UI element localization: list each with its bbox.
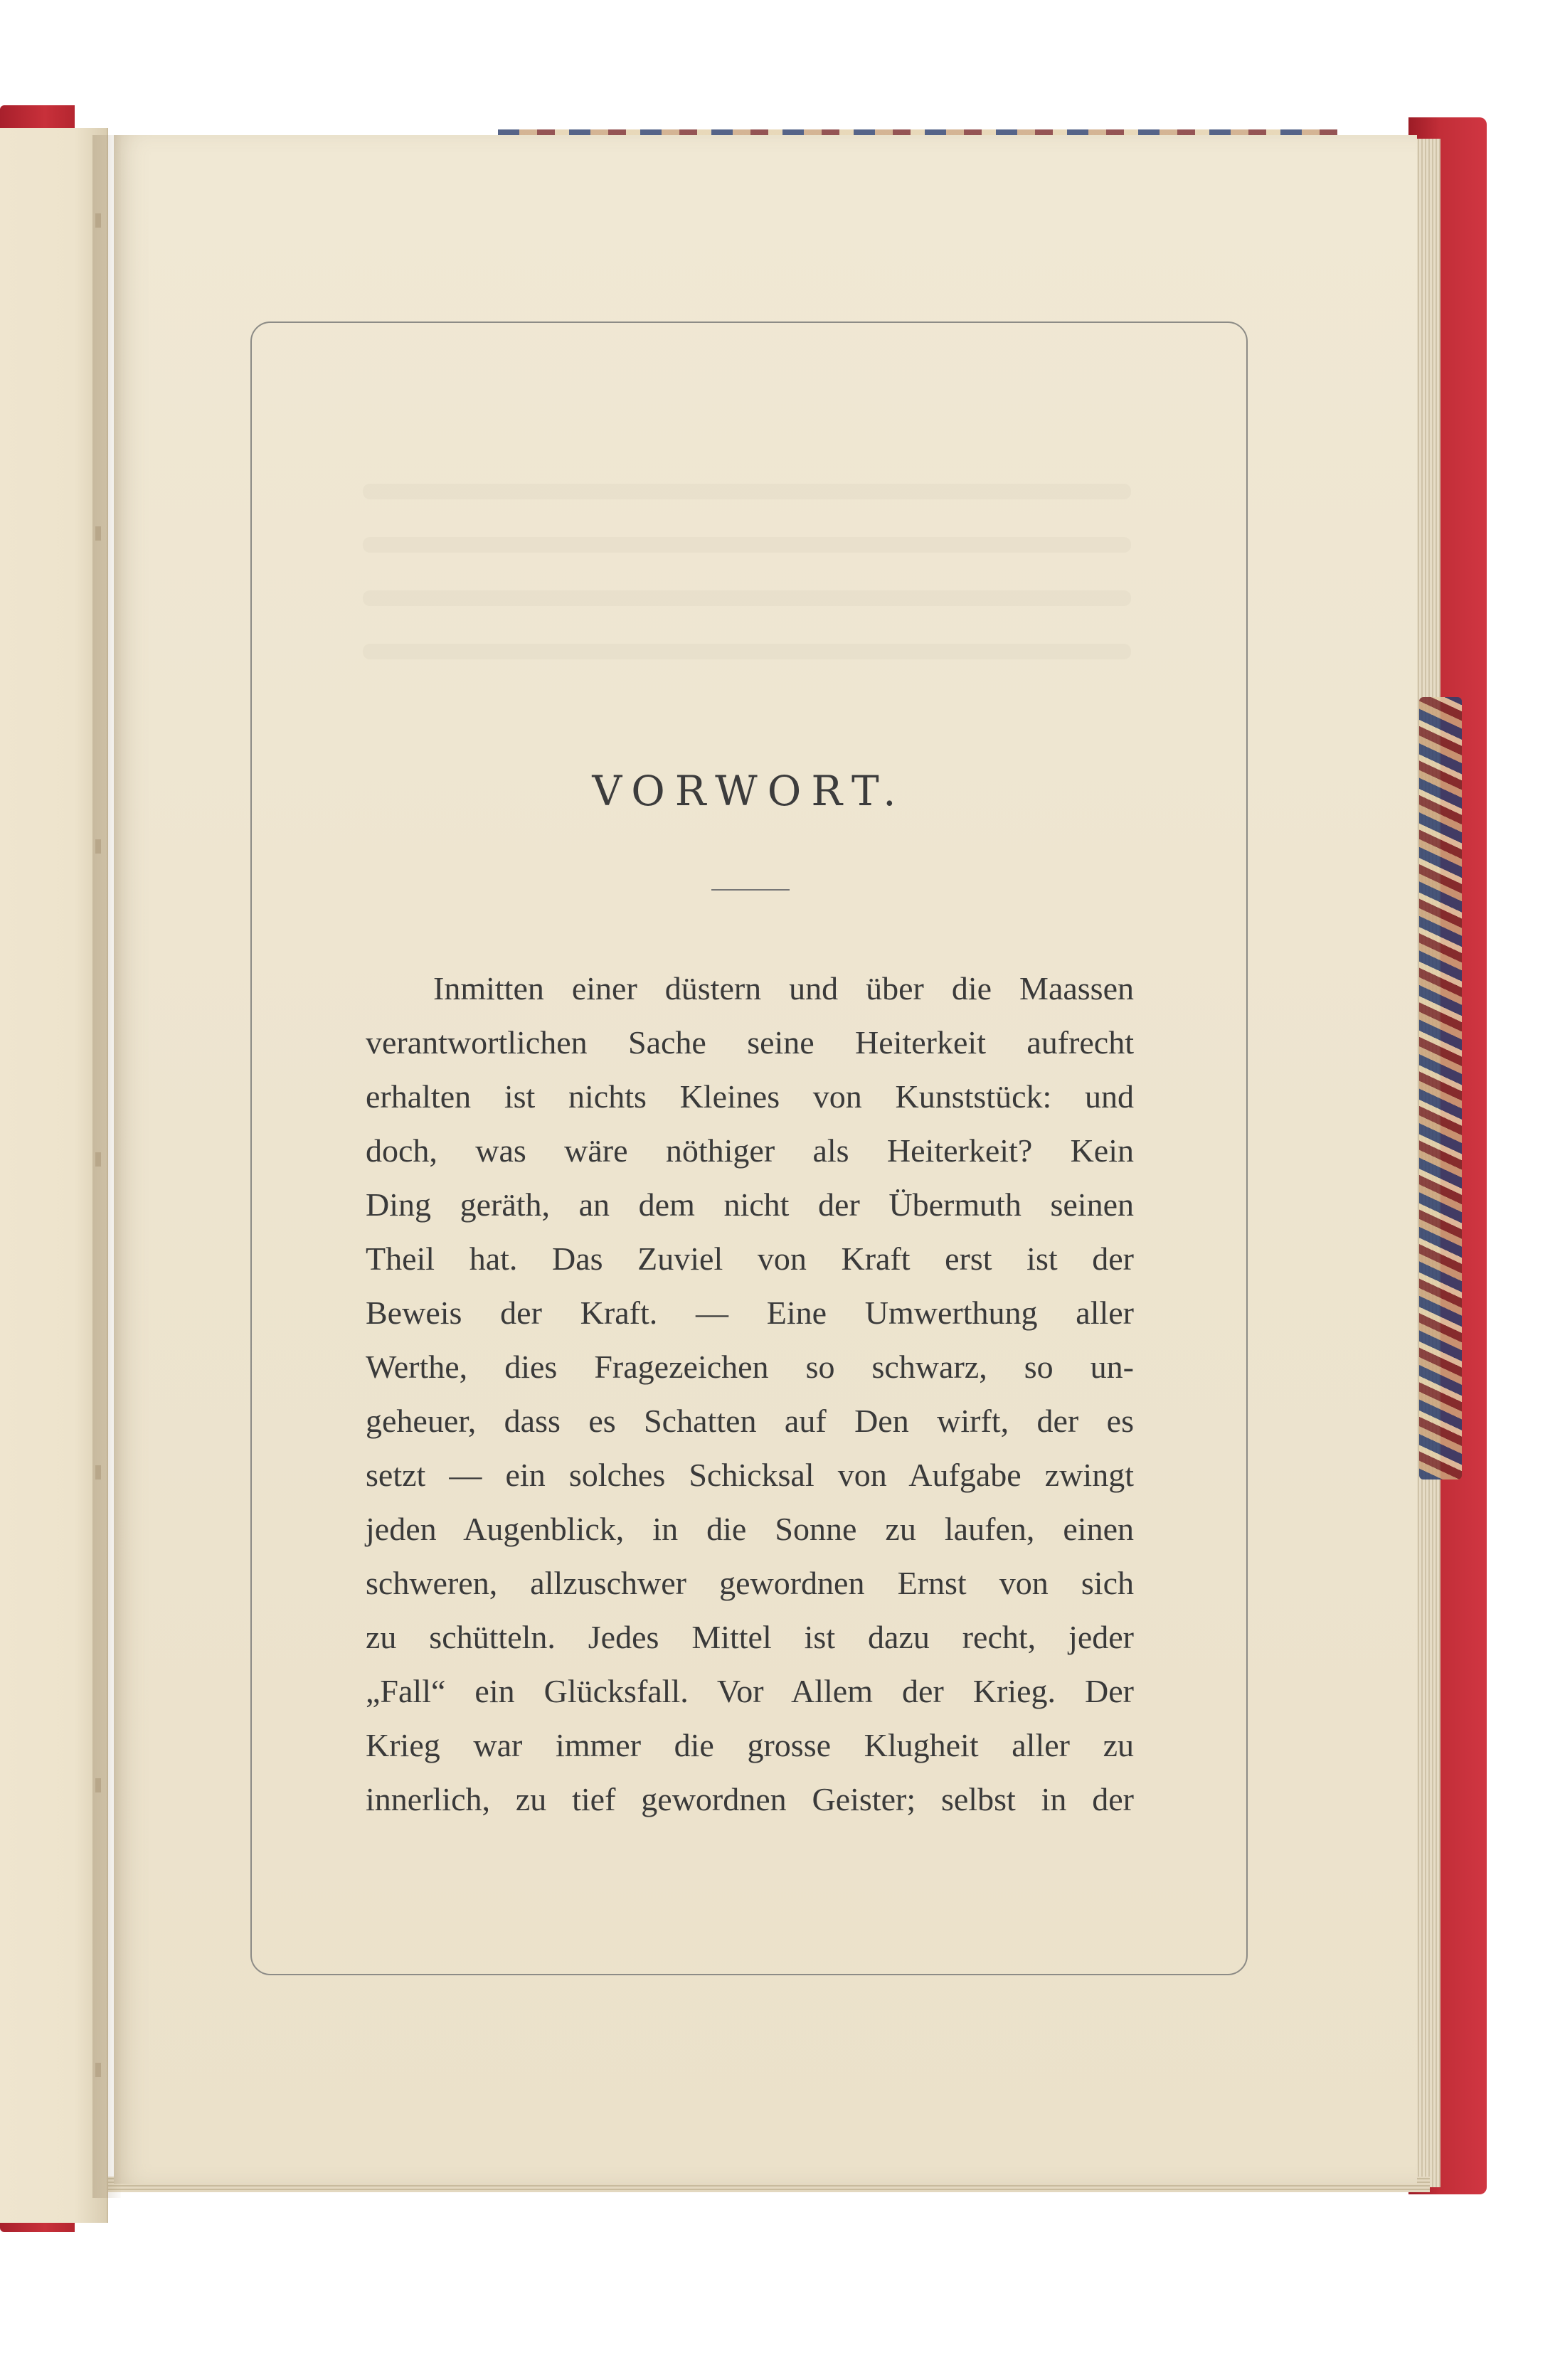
- text-line: verantwortlichen Sache seine Heiterkeit aufrecht: [366, 1024, 1134, 1061]
- text-line: Krieg war immer die grosse Klugheit aller zu: [366, 1727, 1134, 1763]
- binding-stitch: [95, 213, 101, 228]
- text-line: Ding geräth, an dem nicht der Übermuth seinen: [366, 1186, 1134, 1223]
- heading-rule: [711, 889, 790, 891]
- text-line: Beweis der Kraft. — Eine Umwerthung aller: [366, 1295, 1134, 1331]
- text-line: Werthe, dies Fragezeichen so schwarz, so un-: [366, 1349, 1134, 1385]
- text-line: erhalten ist nichts Kleines von Kunststück: und: [366, 1078, 1134, 1115]
- text-line: Theil hat. Das Zuviel von Kraft erst ist der: [366, 1241, 1134, 1277]
- body-text: [366, 962, 1134, 1827]
- text-line: doch, was wäre nöthiger als Heiterkeit? Kein: [366, 1132, 1134, 1169]
- binding-stitch: [95, 1152, 101, 1167]
- text-line: Inmitten einer düstern und über die Maassen: [433, 970, 1134, 1006]
- text-line: schweren, allzuschwer gewordnen Ernst von sich: [366, 1565, 1134, 1601]
- binding-stitch: [95, 2063, 101, 2077]
- book-gutter: [92, 135, 121, 2198]
- binding-stitch: [95, 1778, 101, 1792]
- binding-stitch: [95, 1465, 101, 1479]
- text-line: innerlich, zu tief gewordnen Geister; selbst in der: [366, 1781, 1134, 1817]
- text-line: geheuer, dass es Schatten auf Den wirft, der es: [366, 1403, 1134, 1439]
- page-heading: VORWORT.: [592, 767, 906, 815]
- binding-stitch: [95, 526, 101, 541]
- binding-stitch: [95, 839, 101, 854]
- marbled-endpaper: [1419, 697, 1462, 1479]
- text-line: „Fall“ ein Glücksfall. Vor Allem der Krieg. Der: [366, 1673, 1134, 1709]
- text-line: zu schütteln. Jedes Mittel ist dazu recht, jeder: [366, 1619, 1134, 1655]
- text-line: setzt — ein solches Schicksal von Aufgabe zwingt: [366, 1457, 1134, 1493]
- text-line: jeden Augenblick, in die Sonne zu laufen, einen: [366, 1511, 1134, 1547]
